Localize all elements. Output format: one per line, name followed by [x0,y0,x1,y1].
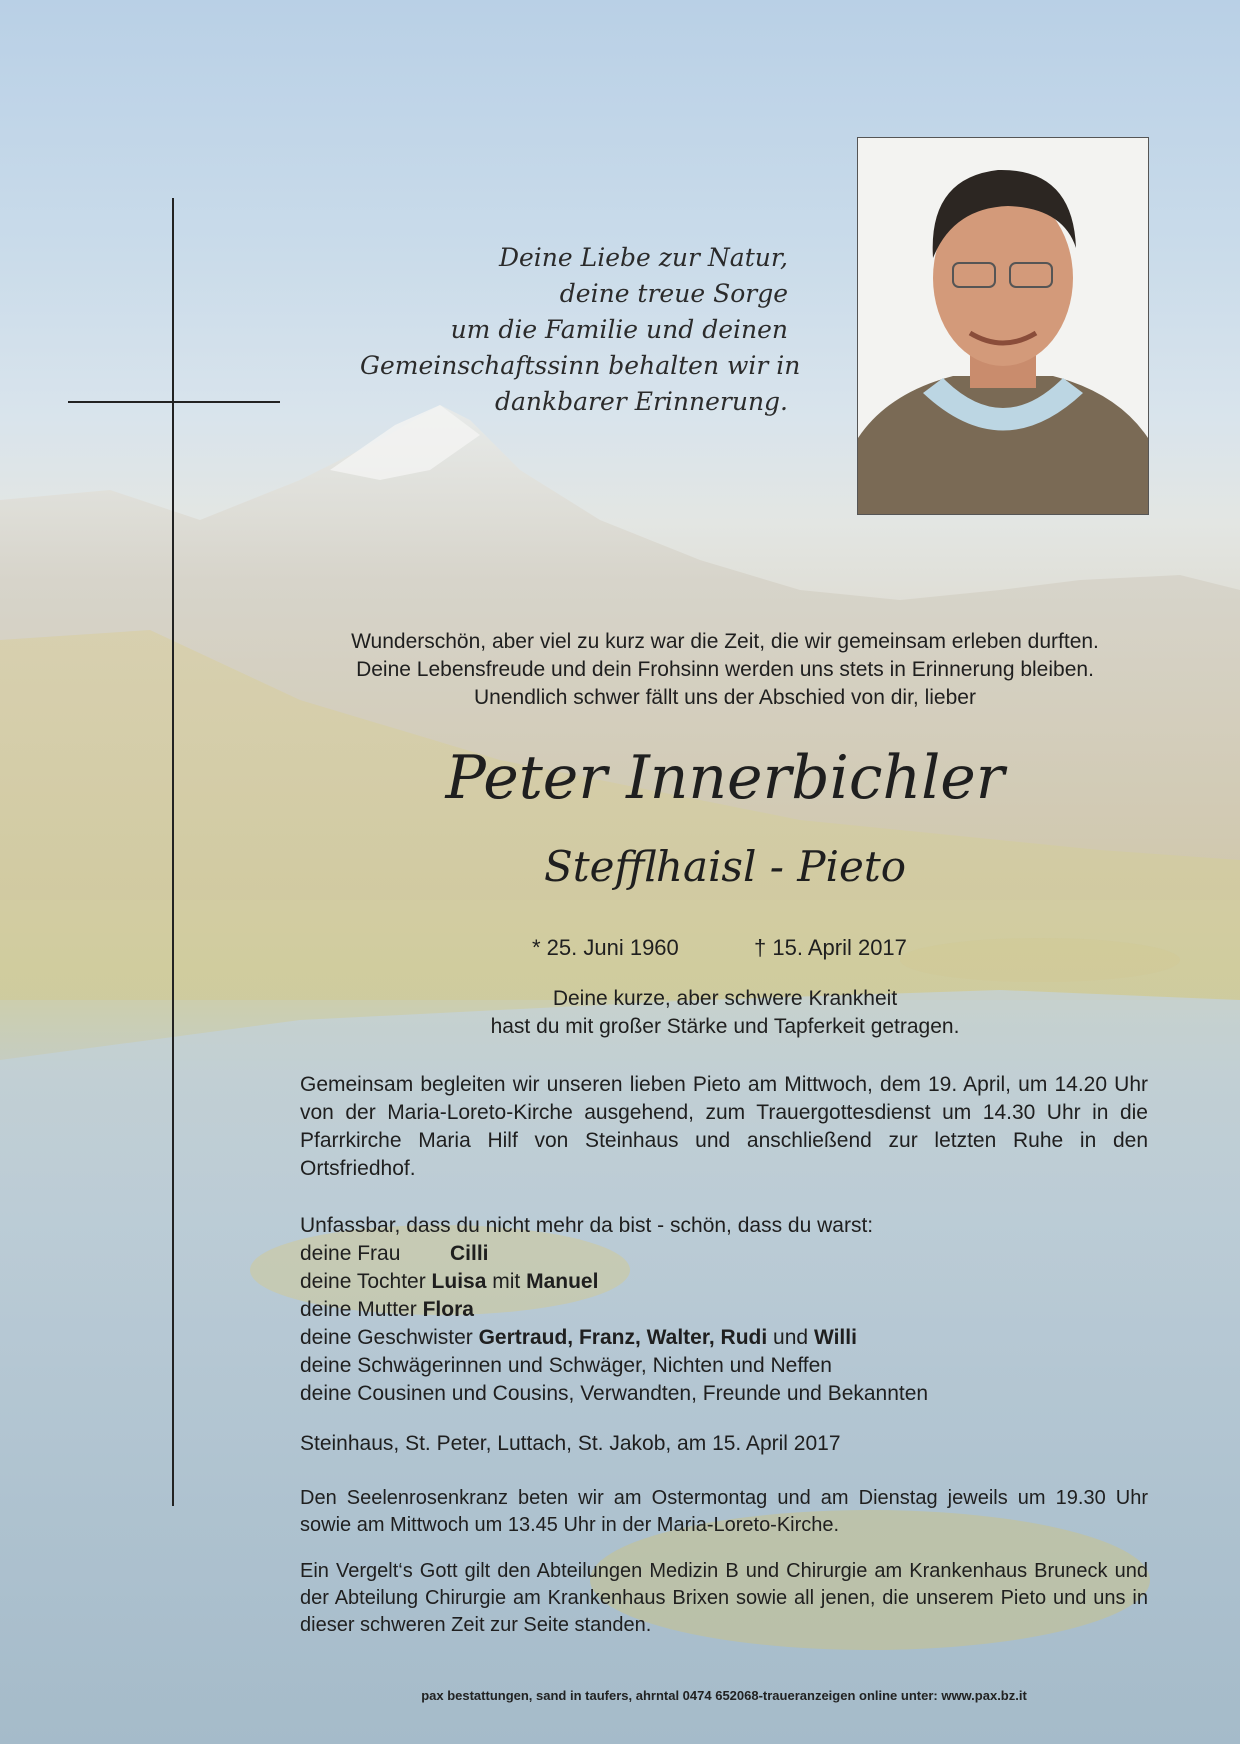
connector-text: mit [492,1270,521,1293]
mourner-wife-row [300,1240,1148,1268]
poem-line: dankbarer Erinnerung. [494,387,788,416]
rosary-notice: Den Seelenrosenkranz beten wir am Ostermontag und am Dienstag jeweils um 19.30 Uhr sowie am Mittwoch um 13.45 Uhr in der Maria-Loreto-Kirche. [300,1487,1148,1536]
intro-line: Wunderschön, aber viel zu kurz war die Zeit, die wir gemeinsam erleben durften. [351,630,1099,653]
intro-text [282,628,1168,712]
poem-line: deine treue Sorge [559,279,788,308]
mourner-name: Gertraud, Franz, Walter, Rudi [478,1326,768,1349]
illness-line: Deine kurze, aber schwere Krankheit [552,987,898,1010]
place-date: Steinhaus, St. Peter, Luttach, St. Jakob, am 15. April 2017 [300,1432,841,1455]
mourner-label: deine Geschwister [300,1326,473,1349]
funeral-announcement: Gemeinsam begleiten wir unseren lieben Pieto am Mittwoch, dem 19. April, um 14.20 Uhr von der Maria-Loreto-Kirche ausgehend, zum Trauergottesdienst um 14.30 Uhr in die Pfarrkirche Maria Hilf von Steinhaus und anschließend zur letzten Ruhe in den Ortsfriedhof. [300,1073,1148,1180]
death-date: † 15. April 2017 [754,935,907,960]
portrait-photo [857,137,1149,515]
mourner-in-laws-row: deine Schwägerinnen und Schwäger, Nichten und Neffen [300,1354,832,1377]
memorial-poem [360,240,801,420]
poem-line: um die Familie und deinen [450,315,788,344]
mourner-label: deine Tochter [300,1270,426,1293]
deceased-nickname: Stefflhaisl - Pieto [543,842,907,891]
deceased-name: Peter Innerbichler [445,743,1005,813]
intro-line: Deine Lebensfreude und dein Frohsinn werden uns stets in Erinnerung bleiben. [356,658,1094,681]
funeral-home-footer: pax bestattungen, sand in taufers, ahrntal 0474 652068-traueranzeigen online unter: www.pax.bz.it [421,1688,1027,1703]
mourner-daughter-row [300,1268,1148,1296]
illness-text [282,985,1168,1041]
mourner-name: Cilli [450,1242,489,1265]
mourner-name: Manuel [526,1270,599,1293]
mourner-label: deine Frau [300,1242,401,1265]
poem-line: Gemeinschaftssinn behalten wir in [360,351,801,380]
intro-line: Unendlich schwer fällt uns der Abschied von dir, lieber [474,686,976,709]
mourner-label: deine Mutter [300,1298,417,1321]
illness-line: hast du mit großer Stärke und Tapferkeit getragen. [490,1015,960,1038]
mourner-siblings-row [300,1324,1148,1352]
poem-line: Deine Liebe zur Natur, [498,243,788,272]
thanks-notice: Ein Vergelt‘s Gott gilt den Abteilungen Medizin B und Chirurgie am Krankenhaus Bruneck und der Abteilung Chirurgie am Krankenhaus Brixen sowie all jenen, die unserem Pieto und uns in dieser schweren Zeit zur Seite standen. [300,1560,1148,1636]
cross-vertical-bar [172,198,174,1506]
birth-date: * 25. Juni 1960 [532,935,679,960]
mourner-name: Willi [813,1326,857,1349]
mourner-mother-row [300,1296,1148,1324]
mourners-list [300,1212,1148,1408]
life-dates [532,933,952,963]
mourner-name: Luisa [431,1270,487,1293]
mourners-intro: Unfassbar, dass du nicht mehr da bist - schön, dass du warst: [300,1214,874,1237]
mourner-relatives-row: deine Cousinen und Cousins, Verwandten, Freunde und Bekannten [300,1382,929,1405]
cross-horizontal-bar [68,401,280,403]
mourner-name: Flora [422,1298,474,1321]
connector-text: und [773,1326,809,1349]
